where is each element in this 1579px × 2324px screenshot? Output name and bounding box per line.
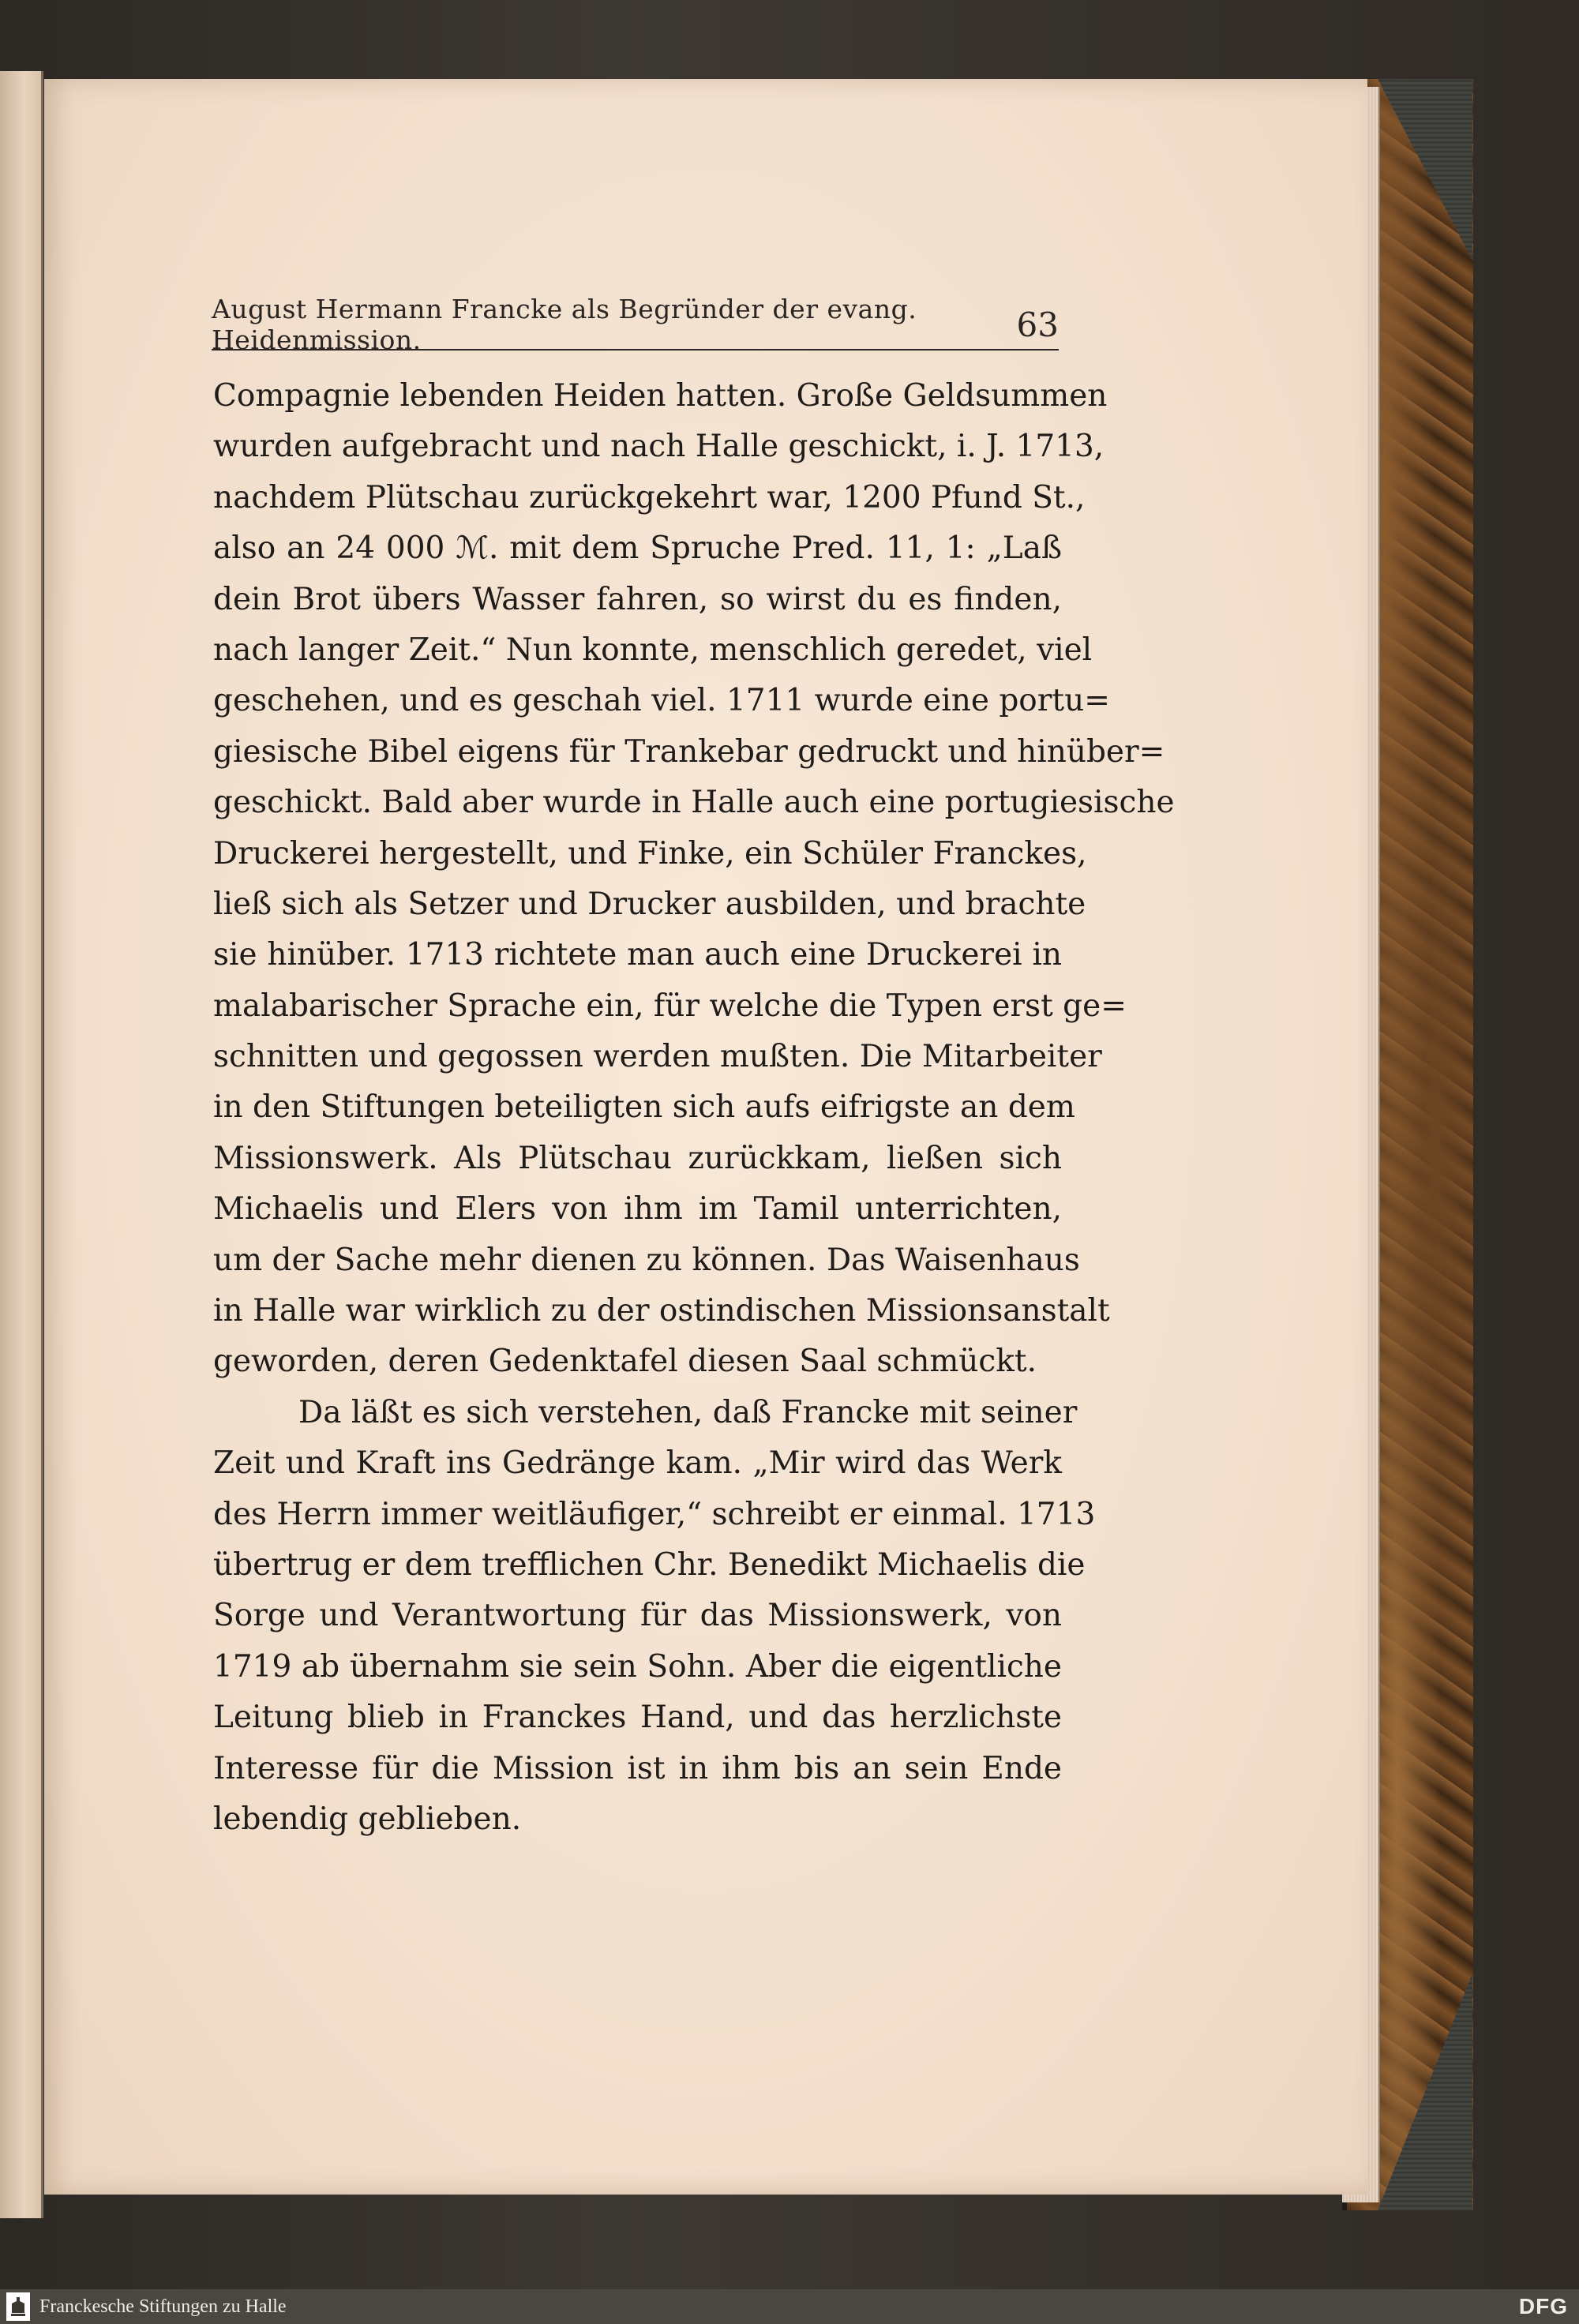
text-line: nach langer Zeit.“ Nun konnte, menschlich geredet, viel: [213, 632, 1093, 668]
institution-name: Franckesche Stiftungen zu Halle: [39, 2296, 287, 2317]
text-line: ließ sich als Setzer und Drucker ausbilden, und brachte: [213, 886, 1086, 922]
running-title: August Hermann Francke als Begründer der evang. Heidenmission.: [212, 294, 917, 355]
dfg-logo: DFG: [1518, 2294, 1568, 2318]
text-line: malabarischer Sprache ein, für welche die Typen erst ge=: [213, 988, 1127, 1024]
text-line: des Herrn immer weitläufiger,“ schreibt er einmal. 1713: [213, 1496, 1096, 1532]
text-line: sie hinüber. 1713 richtete man auch eine Druckerei in: [213, 937, 1062, 973]
left-page-edge: [0, 71, 43, 2218]
text-line: Michaelis und Elers von ihm im Tamil unterrichten,: [213, 1191, 1062, 1228]
text-line: Druckerei hergestellt, und Finke, ein Schüler Franckes,: [213, 835, 1087, 872]
text-line: Sorge und Verantwortung für das Missionswerk, von: [213, 1598, 1062, 1634]
text-line: Missionswerk. Als Plütschau zurückkam, ließen sich: [213, 1140, 1062, 1176]
text-line: geschickt. Bald aber wurde in Halle auch eine portugiesische: [213, 785, 1175, 821]
page-number: 63: [1016, 305, 1059, 344]
text-line: wurden aufgebracht und nach Halle geschickt, i. J. 1713,: [213, 429, 1105, 465]
text-line: dein Brot übers Wasser fahren, so wirst du es finden,: [213, 581, 1062, 617]
text-line: Compagnie lebenden Heiden hatten. Große Geldsummen: [213, 378, 1108, 414]
institution-logo-icon: [6, 2292, 30, 2321]
text-line: also an 24 000 ℳ. mit dem Spruche Pred. 11, 1: „Laß: [213, 530, 1062, 567]
text-line: geschehen, und es geschah viel. 1711 wurde eine portu=: [213, 683, 1110, 719]
text-line: geworden, deren Gedenktafel diesen Saal schmückt.: [213, 1344, 1037, 1380]
footer-institution[interactable]: [0, 2292, 287, 2321]
text-line: schnitten und gegossen werden mußten. Die Mitarbeiter: [213, 1039, 1102, 1075]
text-line: Leitung blieb in Franckes Hand, und das herzlichste: [213, 1700, 1062, 1736]
text-line: Interesse für die Mission ist in ihm bis an sein Ende: [213, 1750, 1062, 1786]
running-head: [212, 294, 1059, 355]
body-text: [213, 371, 1175, 1845]
text-line: Zeit und Kraft ins Gedränge kam. „Mir wird das Werk: [213, 1445, 1062, 1482]
text-line: übertrug er dem trefflichen Chr. Benedikt Michaelis die: [213, 1546, 1086, 1583]
text-line: um der Sache mehr dienen zu können. Das Waisenhaus: [213, 1242, 1080, 1278]
text-line: nachdem Plütschau zurückgekehrt war, 1200 Pfund St.,: [213, 479, 1086, 515]
text-line: Da läßt es sich verstehen, daß Francke mit seiner: [298, 1394, 1078, 1430]
footer-bar: [0, 2289, 1579, 2324]
text-line: in den Stiftungen beteiligten sich aufs eifrigste an dem: [213, 1089, 1075, 1126]
text-line: giesische Bibel eigens für Trankebar gedruckt und hinüber=: [213, 733, 1165, 770]
text-line: in Halle war wirklich zu der ostindischen Missionsanstalt: [213, 1293, 1110, 1329]
text-line: 1719 ab übernahm sie sein Sohn. Aber die eigentliche: [213, 1648, 1062, 1685]
text-line: lebendig geblieben.: [213, 1801, 522, 1837]
